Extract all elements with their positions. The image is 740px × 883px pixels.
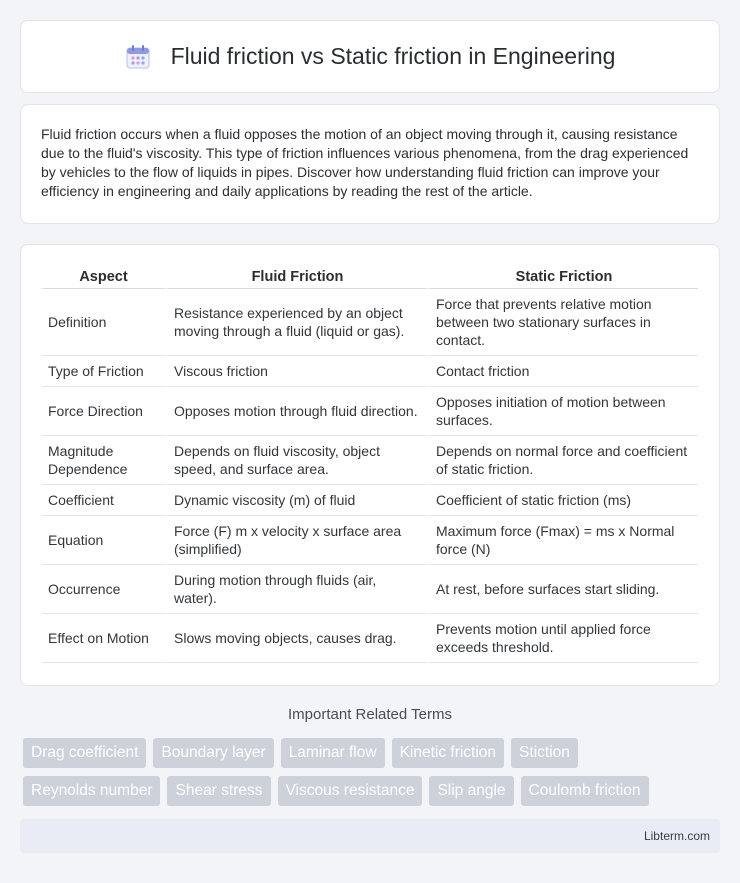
tag-shear-stress[interactable]: Shear stress	[167, 776, 270, 806]
table-cell: Force (F) m x velocity x surface area (simplified)	[165, 516, 427, 565]
page-title: Fluid friction vs Static friction in Engineering	[170, 43, 616, 69]
table-cell: Equation	[42, 516, 165, 565]
table-cell: Depends on fluid viscosity, object speed, and surface area.	[165, 436, 427, 485]
table-cell: Opposes initiation of motion between surfaces.	[427, 387, 698, 436]
column-header-static: Static Friction	[427, 265, 698, 289]
tag-coulomb-friction[interactable]: Coulomb friction	[521, 776, 649, 806]
table-cell: Contact friction	[427, 356, 698, 387]
column-header-fluid: Fluid Friction	[165, 265, 427, 289]
related-terms	[23, 738, 723, 814]
table-cell: Opposes motion through fluid direction.	[165, 387, 427, 436]
column-header-aspect: Aspect	[42, 265, 165, 289]
table-row	[42, 485, 698, 516]
table-row	[42, 516, 698, 565]
table-row	[42, 387, 698, 436]
table-cell: Force Direction	[42, 387, 165, 436]
tag-row	[23, 776, 723, 806]
footer-brand-link[interactable]: Libterm.com	[643, 829, 710, 843]
header-card	[20, 20, 720, 93]
comparison-table-card	[20, 244, 720, 686]
intro-text: Fluid friction occurs when a fluid opposes the motion of an object moving through it, causing resistance due to the fluid's viscosity. This type of friction influences various phenomena, from the drag experienced by vehicles to the flow of liquids in pipes. Discover how understanding fluid friction can improve your efficiency in engineering and daily applications by reading the rest of the article.	[41, 126, 689, 199]
tag-laminar-flow[interactable]: Laminar flow	[281, 738, 385, 768]
table-header-row	[42, 265, 698, 289]
tag-drag-coefficient[interactable]: Drag coefficient	[23, 738, 146, 768]
tag-boundary-layer[interactable]: Boundary layer	[153, 738, 273, 768]
tag-slip-angle[interactable]: Slip angle	[429, 776, 513, 806]
related-terms-title: Important Related Terms	[288, 706, 452, 723]
table-cell: Slows moving objects, causes drag.	[165, 614, 427, 663]
table-cell: During motion through fluids (air, water).	[165, 565, 427, 614]
calendar-icon	[125, 44, 151, 70]
table-row	[42, 614, 698, 663]
table-row	[42, 565, 698, 614]
table-cell: Force that prevents relative motion between two stationary surfaces in contact.	[427, 289, 698, 356]
table-cell: Coefficient of static friction (ms)	[427, 485, 698, 516]
table-row	[42, 356, 698, 387]
table-cell: Depends on normal force and coefficient of static friction.	[427, 436, 698, 485]
tag-viscous-resistance[interactable]: Viscous resistance	[278, 776, 423, 806]
intro-card	[20, 104, 720, 224]
table-row	[42, 436, 698, 485]
table-cell: Type of Friction	[42, 356, 165, 387]
table-cell: Occurrence	[42, 565, 165, 614]
footer	[20, 819, 720, 853]
table-cell: Resistance experienced by an object moving through a fluid (liquid or gas).	[165, 289, 427, 356]
tag-row	[23, 738, 723, 768]
comparison-table	[42, 265, 698, 663]
table-cell: Effect on Motion	[42, 614, 165, 663]
table-cell: Dynamic viscosity (m) of fluid	[165, 485, 427, 516]
tag-kinetic-friction[interactable]: Kinetic friction	[392, 738, 504, 768]
table-cell: Magnitude Dependence	[42, 436, 165, 485]
table-cell: Coefficient	[42, 485, 165, 516]
table-cell: At rest, before surfaces start sliding.	[427, 565, 698, 614]
table-cell: Prevents motion until applied force exceeds threshold.	[427, 614, 698, 663]
table-cell: Maximum force (Fmax) = ms x Normal force (N)	[427, 516, 698, 565]
table-row	[42, 289, 698, 356]
table-cell: Definition	[42, 289, 165, 356]
tag-reynolds-number[interactable]: Reynolds number	[23, 776, 160, 806]
table-cell: Viscous friction	[165, 356, 427, 387]
tag-stiction[interactable]: Stiction	[511, 738, 578, 768]
